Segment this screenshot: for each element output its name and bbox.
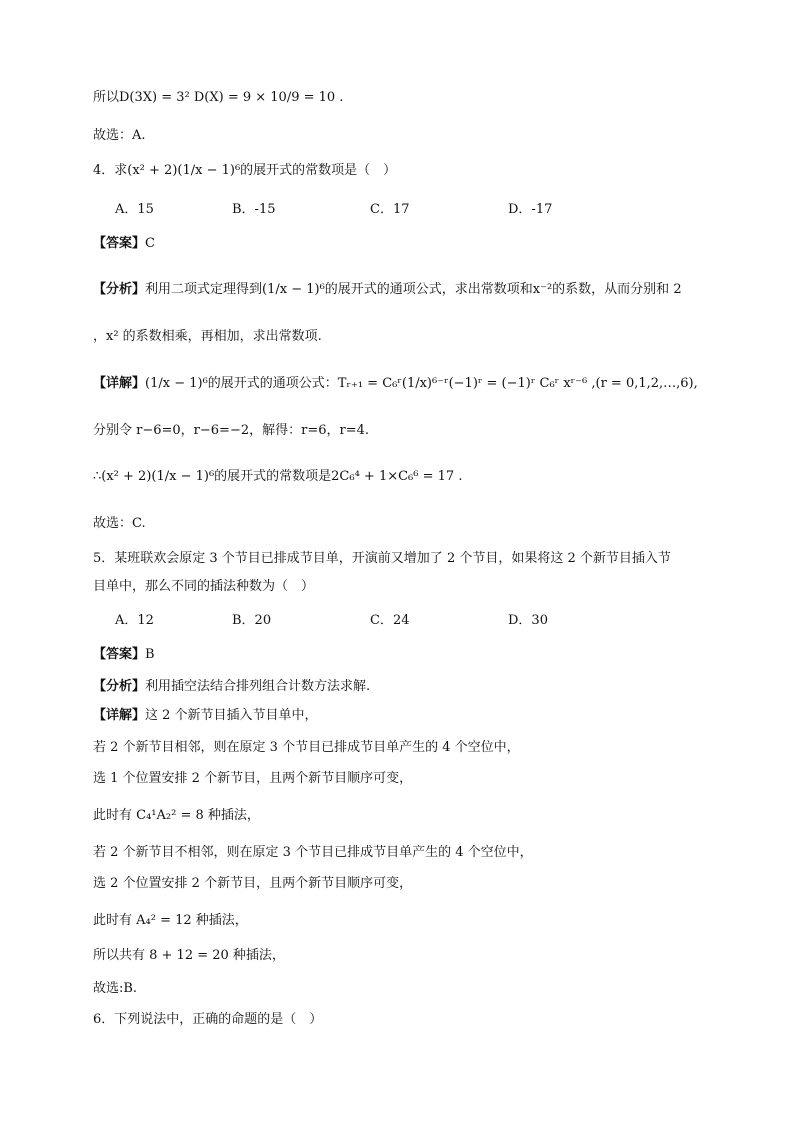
q5-choose [93,979,137,999]
option-text: B．20 [232,613,272,628]
option-text: D．-17 [508,202,553,217]
q4-detail-line-3 [93,467,462,487]
question-5-stem-2 [93,577,314,597]
option-text: C．17 [370,202,410,217]
q4-option-d [508,200,552,220]
answer-value: B [145,647,155,662]
detail-text: 选 2 个位置安排 2 个新节目，且两个新节目顺序可变， [93,876,413,891]
detail-text: 若 2 个新节目不相邻，则在原定 3 个节目已排成节目单产生的 4 个空位中， [93,845,533,860]
option-text: A．15 [115,202,154,217]
line-text: 故选:B. [93,981,138,996]
analysis-text: 利用插空法结合排列组合计数方法求解. [145,679,371,694]
detail-tag: 【详解】 [93,708,146,723]
detail-text: ∴(x² + 2)(1/x − 1)⁶的展开式的常数项是2C₆⁴ + 1×C₆⁶ = 17 . [93,469,463,484]
detail-text: 这 2 个新节目插入节目单中， [145,708,318,723]
answer-tag: 【答案】 [93,236,146,251]
q5-option-c [370,611,410,631]
line-text: 目单中，那么不同的插法种数为（ ） [93,579,315,594]
q4-analysis-line-1 [93,280,682,300]
line-text: 5．某班联欢会原定 3 个节目已排成节目单，开演前又增加了 2 个节目，如果将这 2 个新节目插入节 [93,551,671,566]
q5-detail-line-5 [93,843,533,863]
analysis-tag: 【分析】 [93,679,146,694]
detail-text: 若 2 个新节目相邻，则在原定 3 个节目已排成节目单产生的 4 个空位中， [93,740,520,755]
q5-detail-line-7 [93,911,248,931]
analysis-text: 利用二项式定理得到(1/x − 1)⁶的展开式的通项公式，求出常数项和x⁻²的系数，从而分别和 2 [145,282,682,297]
q4-detail-line-2 [93,421,369,441]
q4-answer [93,234,155,254]
option-text: A．12 [115,613,154,628]
analysis-tag: 【分析】 [93,282,146,297]
line-text: 6．下列说法中，正确的命题的是（ ） [93,1012,323,1027]
detail-text: 所以共有 8 + 12 = 20 种插法， [93,948,285,963]
text-line-choose-a [93,126,146,146]
q5-detail-line-3 [93,769,412,789]
q4-choose [93,514,146,534]
q5-detail-line-2 [93,738,520,758]
q5-detail-line-6 [93,874,412,894]
detail-text: 此时有 C₄¹A₂² = 8 种插法， [93,808,260,823]
answer-tag: 【答案】 [93,647,146,662]
detail-tag: 【详解】 [93,376,146,391]
q5-option-b [232,611,271,631]
q5-answer [93,645,155,665]
line-text: 故选：C. [93,516,146,531]
q5-detail-line-4 [93,806,260,826]
analysis-text: ，x² 的系数相乘，再相加，求出常数项. [93,329,322,344]
detail-text: 分别令 r−6=0，r−6=−2，解得：r=6，r=4. [93,423,369,438]
question-6-stem [93,1010,322,1030]
q5-detail-line-8 [93,946,285,966]
detail-text: (1/x − 1)⁶的展开式的通项公式：Tᵣ₊₁ = C₆ʳ(1/x)⁶⁻ʳ(−1)ʳ = (−1)ʳ C₆ʳ xʳ⁻⁶ ,(r = 0,1,2,…,6), [145,376,698,391]
answer-value: C [145,236,155,251]
text-line-variance [93,88,343,108]
q5-option-d [508,611,548,631]
option-text: D．30 [508,613,548,628]
q4-analysis-line-2 [93,327,322,347]
q4-option-b [232,200,276,220]
q5-detail-line-1 [93,706,318,726]
line-text: 所以D(3X) = 3² D(X) = 9 × 10/9 = 10 . [93,90,344,105]
question-4-stem [93,161,396,181]
q5-option-a [115,611,154,631]
q4-option-c [370,200,410,220]
option-text: B．-15 [232,202,276,217]
question-5-stem-1 [93,549,671,569]
detail-text: 选 1 个位置安排 2 个新节目，且两个新节目顺序可变， [93,771,413,786]
q4-detail-line-1 [93,374,698,394]
detail-text: 此时有 A₄² = 12 种插法， [93,913,248,928]
line-text: 4．求(x² + 2)(1/x − 1)⁶的展开式的常数项是（ ） [93,163,397,178]
option-text: C．24 [370,613,410,628]
line-text: 故选：A. [93,128,146,143]
q5-analysis [93,677,370,697]
q4-option-a [115,200,154,220]
